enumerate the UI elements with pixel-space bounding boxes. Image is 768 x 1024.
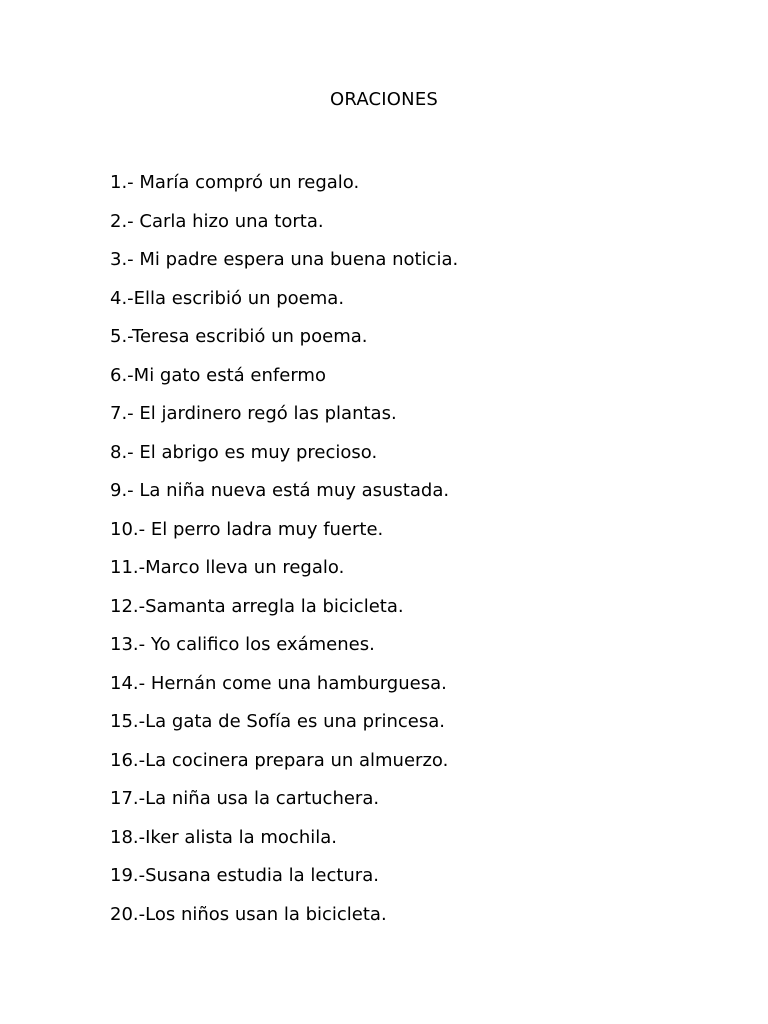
sentence-item: 19.-Susana estudia la lectura. (110, 865, 379, 886)
sentence-item: 1.- María compró un regalo. (110, 172, 360, 193)
sentence-list (110, 164, 458, 934)
sentence-item: 13.- Yo califico los exámenes. (110, 634, 375, 655)
document-title: ORACIONES (329, 89, 439, 110)
sentence-item: 20.-Los niños usan la bicicleta. (110, 903, 387, 925)
sentence-item: 17.-La niña usa la cartuchera. (110, 788, 380, 809)
sentence-item: 3.- Mi padre espera una buena noticia. (110, 249, 459, 270)
sentence-item: 7.- El jardinero regó las plantas. (110, 403, 397, 424)
sentence-item: 2.- Carla hizo una torta. (110, 210, 324, 232)
sentence-item: 14.- Hernán come una hamburguesa. (110, 672, 447, 694)
sentence-item: 11.-Marco lleva un regalo. (110, 557, 345, 578)
sentence-item: 5.-Teresa escribió un poema. (110, 326, 368, 347)
sentence-item: 4.-Ella escribió un poema. (110, 287, 345, 309)
sentence-item: 15.-La gata de Sofía es una princesa. (110, 711, 445, 732)
sentence-item: 18.-Iker alista la mochila. (110, 826, 337, 848)
sentence-item: 10.- El perro ladra muy fuerte. (110, 518, 384, 540)
sentence-item: 8.- El abrigo es muy precioso. (110, 441, 378, 463)
sentence-item: 16.-La cocinera prepara un almuerzo. (110, 749, 449, 771)
sentence-item: 6.-Mi gato está enfermo (110, 364, 326, 386)
sentence-item: 9.- La niña nueva está muy asustada. (110, 480, 450, 501)
sentence-item: 12.-Samanta arregla la bicicleta. (110, 595, 404, 617)
